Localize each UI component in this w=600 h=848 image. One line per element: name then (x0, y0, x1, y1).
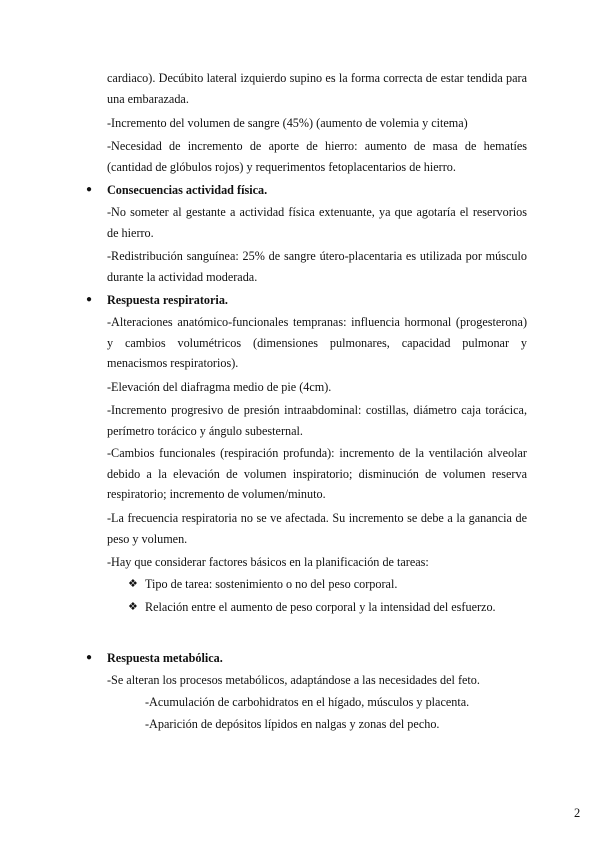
sublist-item: Relación entre el aumento de peso corporal y la intensidad del esfuerzo. (145, 600, 496, 614)
paragraph-presion: -Incremento progresivo de presión intraabdominal: costillas, diámetro caja torácica, perímetro torácico y ángulo subesternal. (107, 403, 527, 438)
paragraph-frecuencia: -La frecuencia respiratoria no se ve afectada. Su incremento se debe a la ganancia de peso y volumen. (107, 511, 527, 546)
paragraph-cambios-funcionales: -Cambios funcionales (respiración profunda): incremento de la ventilación alveolar debido a la elevación de volumen inspiratorio; disminución de volumen reserva respiratorio; incremento de volumen/minuto. (107, 446, 527, 501)
indented-item: -Aparición de depósitos lípidos en nalgas y zonas del pecho. (145, 717, 440, 731)
bullet-icon: ● (86, 184, 93, 195)
paragraph-cardiaco: cardiaco). Decúbito lateral izquierdo supino es la forma correcta de estar tendida para una embarazada. (107, 71, 527, 106)
page-number: 2 (574, 806, 581, 820)
sublist-item: Tipo de tarea: sostenimiento o no del peso corporal. (145, 577, 398, 591)
heading-respiratoria: Respuesta respiratoria. (107, 293, 228, 307)
paragraph-alteraciones: -Alteraciones anatómico-funcionales tempranas: influencia hormonal (progesterona) y cambios volumétricos (dimensiones pulmonares, capacidad pulmonar y menacismos respiratorios). (107, 315, 527, 370)
heading-actividad-fisica: Consecuencias actividad física. (107, 183, 268, 197)
paragraph-diafragma: -Elevación del diafragma medio de pie (4cm). (107, 380, 332, 394)
bullet-icon: ● (86, 652, 93, 663)
paragraph-volumen-sangre: -Incremento del volumen de sangre (45%) (aumento de volemia y citema) (107, 116, 468, 130)
diamond-bullet-icon: ❖ (128, 578, 138, 590)
diamond-bullet-icon: ❖ (128, 601, 138, 613)
paragraph-factores: -Hay que considerar factores básicos en la planificación de tareas: (107, 555, 429, 569)
paragraph-procesos: -Se alteran los procesos metabólicos, adaptándose a las necesidades del feto. (107, 673, 480, 687)
paragraph-redistribucion: -Redistribución sanguínea: 25% de sangre útero-placentaria es utilizada por músculo durante la actividad moderada. (107, 249, 527, 284)
paragraph-no-someter: -No someter al gestante a actividad física extenuante, ya que agotaría el reservorios de hierro. (107, 205, 527, 240)
paragraph-hierro: -Necesidad de incremento de aporte de hierro: aumento de masa de hematíes (cantidad de glóbulos rojos) y requerimentos fetoplacentarios de hierro. (107, 139, 527, 174)
heading-metabolica: Respuesta metabólica. (107, 651, 223, 665)
indented-item: -Acumulación de carbohidratos en el hígado, músculos y placenta. (145, 695, 470, 709)
bullet-icon: ● (86, 294, 93, 305)
